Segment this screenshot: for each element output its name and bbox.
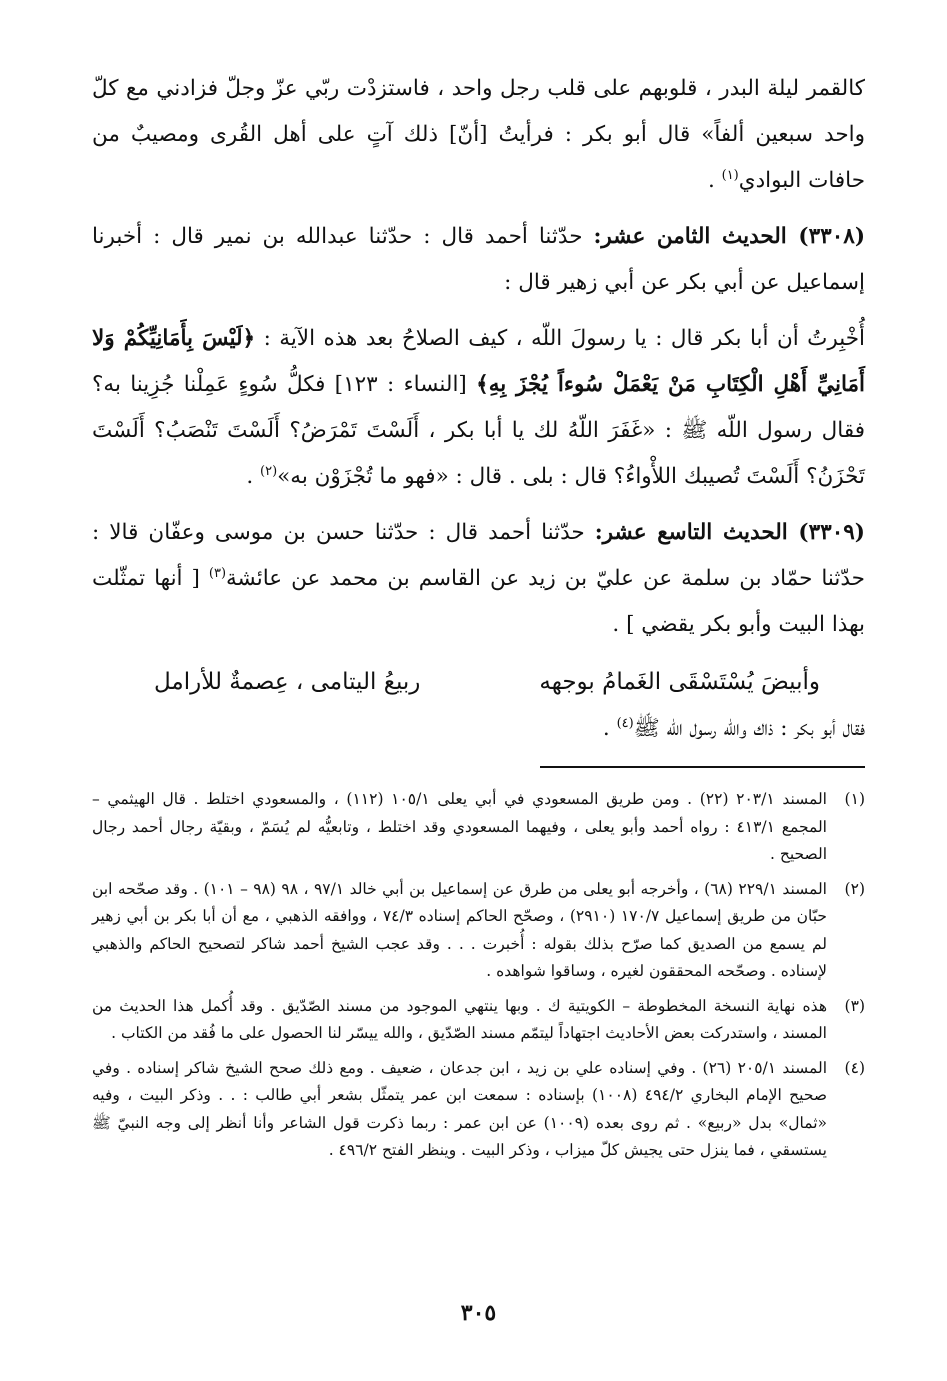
closing-text: فقال أبو بكر : ذاك والله رسول الله ﷺ — [633, 716, 865, 741]
footnote-ref-1: (١) — [721, 167, 739, 183]
paragraph-end: . — [707, 168, 722, 193]
hadith-heading: (٣٣٠٩) الحديث التاسع عشر: — [594, 520, 865, 545]
hadith-closing — [92, 706, 865, 752]
footnote-text: المسند ٢٢٩/١ (٦٨) ، وأخرجه أبو يعلى من طرق عن إسماعيل بن أبي خالد ٩٧/١ ، ٩٨ (٩٨ – ١٠١) . وقد صحّحه ابن حبّان من طريق إسماعيل ١٧٠/٧ (٢٩١٠) ، وصحّح الحاكم إسناده ٧٤/٣ ، ووافقه الذهبي ، مع أن أبا بكر بن أبي زهير لم يسمع من الصديق كما صرّح بذلك بقوله : أُخبرت . . . وقد عجب الشيخ أحمد شاكر لتصحيح الحاكم والذهبي لإسناده . وصحّحه المحققون لغيره ، وساقوا شواهده . — [92, 879, 827, 980]
footnote-3 — [92, 993, 865, 1048]
poetry-verse — [92, 658, 865, 706]
paragraph-end: . — [602, 716, 617, 741]
footnote-number: (١) — [844, 790, 865, 808]
footnote-number: (٤) — [844, 1058, 865, 1077]
hadith-3309 — [92, 510, 865, 648]
hadith-isnad: حدّثنا أحمد قال : حدّثنا حسن بن موسى وعفّان قالا : حدّثنا حمّاد بن سلمة عن عليّ بن زيد عن القاسم بن محمد عن عائشة — [92, 520, 865, 591]
poem-hemistich-left: ربيعُ اليتامى ، عِصمةٌ للأرامل — [154, 669, 421, 695]
footnote-separator — [540, 766, 865, 768]
paragraph-text: كالقمر ليلة البدر ، قلوبهم على قلب رجل واحد ، فاستزدْت ربّي عزّ وجلّ فزادني مع كلّ واحد سبعين ألفاً» قال أبو بكر : فرأيتُ [أنّ] ذلك آتٍ على أهل القُرى ومصيبٌ من حافات البوادي — [92, 76, 865, 193]
footnote-number: (٢) — [844, 879, 865, 898]
footnote-text: المسند ٢٠٥/١ (٢٦) . وفي إسناده علي بن زيد ، ابن جدعان ، ضعيف . ومع ذلك صحح الشيخ شاكر إسناده . وفي صحيح الإمام البخاري ٤٩٤/٢ (١٠٠٨) بإسناده : سمعت ابن عمر يتمثّل بشعر أبي طالب : . . وذكر البيت ، وفيه «ثمال» بدل «ربيع» . ثم روى بعده (١٠٠٩) عن ابن عمر : ربما ذكرت قول الشاعر وأنا أنظر إلى وجه النبيّ ﷺ يستسقي ، فما ينزل حتى يجيش كلّ ميزاب ، وذكر البيت . وينظر الفتح ٤٩٦/٢ . — [92, 1058, 828, 1159]
footnote-4 — [92, 1055, 865, 1165]
hadith-isnad: حدّثنا أحمد قال : حدّثنا عبدالله بن نمير قال : أخبرنا إسماعيل عن أبي بكر عن أبي زهير قال : — [92, 224, 865, 295]
poem-hemistich-right: وأبيضَ يُسْتَسْقَى الغَمامُ بوجهه — [539, 669, 820, 695]
footnote-text: المسند ٢٠٣/١ (٢٢) . ومن طريق المسعودي في أبي يعلى ١٠٥/١ (١١٢) ، والمسعودي اختلط . قال الهيثمي – المجمع ٤١٣/١ : رواه أحمد وأبو يعلى ، وفيهما المسعودي وقد اختلط ، وتابعيُّه لم يُسَمّ ، وبقيّة رجال أحمد رجال الصحيح . — [92, 790, 827, 863]
paragraph-end: . — [246, 464, 260, 489]
footnote-2 — [92, 876, 865, 986]
hadith-3308-body — [92, 316, 865, 500]
footnote-ref-2: (٢) — [260, 463, 278, 479]
footnote-ref-4: (٤) — [616, 715, 634, 731]
hadith-text-cont: [النساء : ١٢٣] فكلُّ سُوءٍ عَمِلْنا جُزِينا به؟ فقال رسول اللّه ﷺ : «غَفَرَ اللّهُ لك يا أبا بكر ، أَلَسْتَ تَمْرَضُ؟ أَلَسْتَ تَنْصَبُ؟ أَلَسْتَ تَحْزَنُ؟ أَلَسْتَ تُصيبك اللأْواءُ؟ قال : بلى . قال : «فهو ما تُجْزَوْن به» — [92, 372, 865, 489]
book-page — [92, 66, 865, 1326]
footnote-ref-3: (٣) — [208, 565, 227, 581]
paragraph-continuation — [92, 66, 865, 204]
footnote-text: هذه نهاية النسخة المخطوطة – الكويتية ك . وبها ينتهي الموجود من مسند الصّدّيق . وقد أُكمل هذا الحديث من المسند ، واستدركت بعض الأحاديث اجتهاداً ليتمّم مسند الصّدّيق ، والله ييسّر لنا الحصول على ما فُقد من الكتاب . — [92, 996, 827, 1042]
quran-verse: ﴿لَيْسَ بِأَمَانِيِّكُمْ وَلا أَمَانِيِّ أَهْلِ الْكِتَابِ مَنْ يَعْمَلْ سُوءاً يُجْزَ بِهِ﴾ — [92, 326, 865, 397]
footnote-1 — [92, 786, 865, 869]
hadith-heading: (٣٣٠٨) الحديث الثامن عشر: — [593, 224, 865, 249]
hadith-text: أُخْبِرتُ أن أبا بكر قال : يا رسولَ اللّه ، كيف الصلاحُ بعد هذه الآية : — [255, 326, 866, 351]
page-number: ٣٠٥ — [460, 1300, 497, 1326]
hadith-text-cont: [ أنها تمثّلت بهذا البيت وأبو بكر يقضي ] . — [92, 566, 865, 637]
hadith-3308 — [92, 214, 865, 306]
footnote-number: (٣) — [844, 996, 865, 1015]
